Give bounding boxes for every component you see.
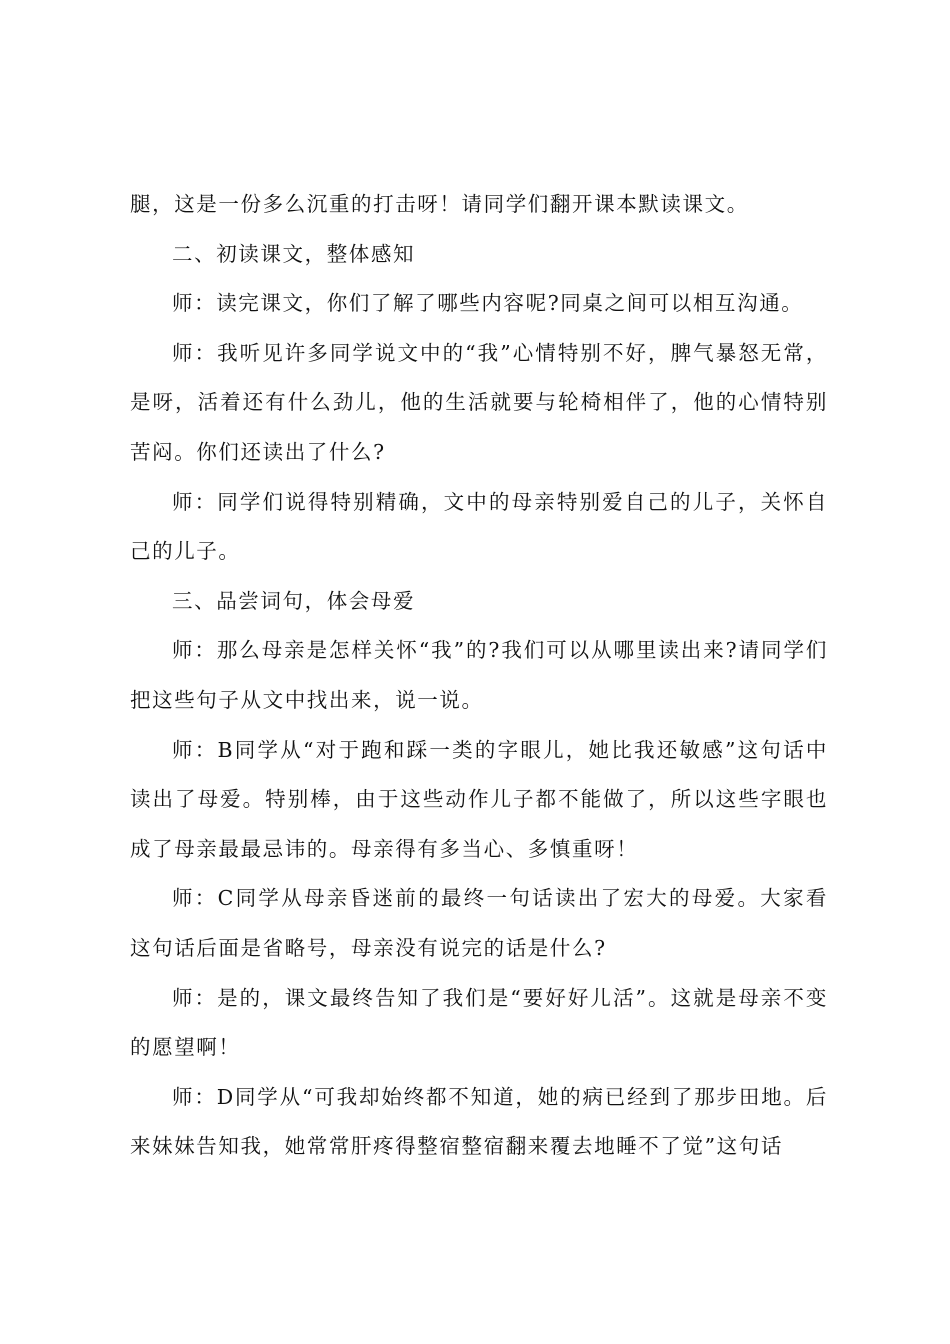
paragraph-teacher-4: 师：那么母亲是怎样关怀“我”的?我们可以从哪里读出来?请同学们把这些句子从文中找出来，说一说。 <box>130 638 828 712</box>
document-body <box>130 180 828 1172</box>
paragraph-continuation: 腿，这是一份多么沉重的打击呀！请同学们翻开课本默读课文。 <box>130 192 749 216</box>
section-heading-appreciate-words: 三、品尝词句，体会母爱 <box>172 588 416 613</box>
paragraph-teacher-1: 师：读完课文，你们了解了哪些内容呢?同桌之间可以相互沟通。 <box>172 291 804 316</box>
paragraph-teacher-2: 师：我听见许多同学说文中的“我”心情特别不好，脾气暴怒无常，是呀，活着还有什么劲儿，他的生活就要与轮椅相伴了，他的心情特别苦闷。你们还读出了什么? <box>130 340 828 464</box>
paragraph-teacher-5: 师：B同学从“对于跑和踩一类的字眼儿，她比我还敏感”这句话中读出了母爱。特别棒，由于这些动作儿子都不能做了，所以这些字眼也成了母亲最最忌讳的。母亲得有多当心、多慎重呀！ <box>130 737 828 861</box>
section-heading-first-reading: 二、初读课文，整体感知 <box>172 241 416 266</box>
paragraph-teacher-8: 师：D同学从“可我却始终都不知道，她的病已经到了那步田地。后来妹妹告知我，她常常肝疼得整宿整宿翻来覆去地睡不了觉”这句话 <box>130 1084 828 1159</box>
paragraph-teacher-6: 师：C同学从母亲昏迷前的最终一句话读出了宏大的母爱。大家看这句话后面是省略号，母亲没有说完的话是什么? <box>130 886 828 960</box>
paragraph-teacher-7: 师：是的，课文最终告知了我们是“要好好儿活”。这就是母亲不变的愿望啊！ <box>130 985 828 1060</box>
paragraph-teacher-3: 师：同学们说得特别精确，文中的母亲特别爱自己的儿子，关怀自己的儿子。 <box>130 489 828 564</box>
